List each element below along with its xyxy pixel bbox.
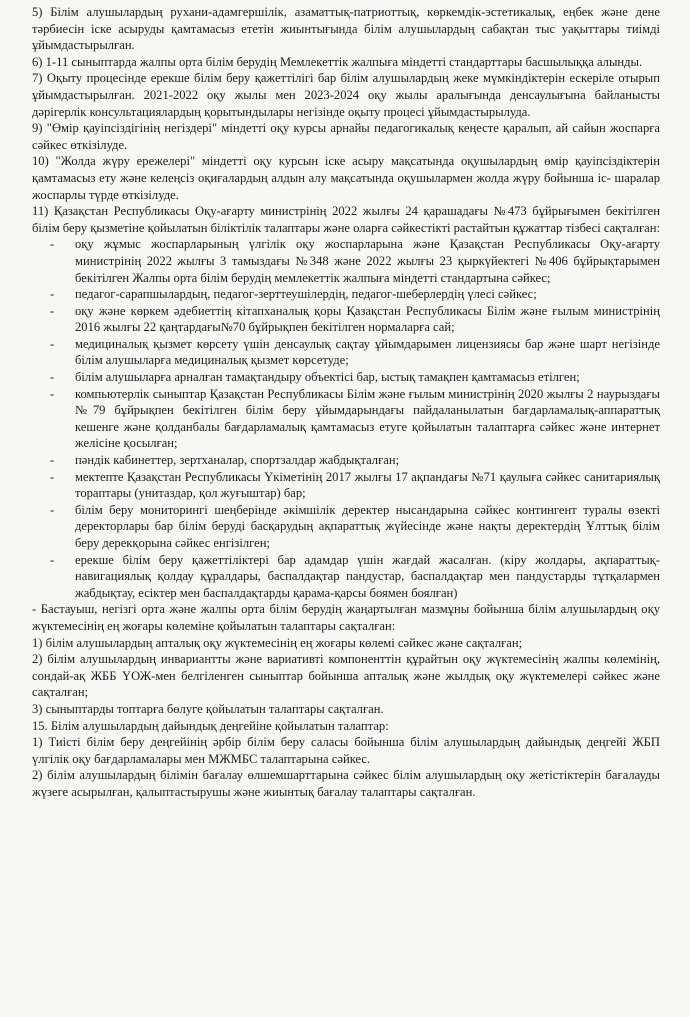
paragraph-15-1: 1) Тиісті білім беру деңгейінің әрбір білім беру саласы бойынша білім алушылардың дайындық деңгейі ЖБП үлгілік оқу бағдарламалары мен МЖМБС талаптарына сәйкес. xyxy=(32,735,660,766)
paragraph-workload-1: 1) білім алушылардың апталық оқу жүктемесінің ең жоғары көлемі сәйкес және сақталған; xyxy=(32,635,523,650)
paragraph-11: 11) Қазақстан Республикасы Оқу-ағарту министрінің 2022 жылғы 24 қарашадағы №473 бұйрығымен бекітілген білім беру қызметіне қойылатын біліктілік талаптары және оларға сәйкестікті растайтын құжаттар тізбесі сақталған: xyxy=(32,204,660,235)
paragraph-workload-3: 3) сыныптарды топтарға бөлуге қойылатын талаптары сақталған. xyxy=(32,701,384,716)
paragraph-10: 10) "Жолда жүру ережелері" міндетті оқу курсын іске асыру мақсатында оқушылардың өмір қауіпсіздіктерін қамтамасыз ету және келеңсіз оқиғалардың алдын алу мақсатында оқушылармен жолда жүру бойынша іс- шаралар жоспарлы түрде өткізілуде. xyxy=(32,154,660,202)
paragraph-15: 15. Білім алушылардың дайындық деңгейіне қойылатын талаптар: xyxy=(32,718,389,733)
list-item: - оқу және көркем әдебиеттің кітапханалық қоры Қазақстан Республикасы Білім және ғылым министрінің 2016 жылғы 22 қаңтардағы№70 бұйрықпен бекітілген нормаларға сай; xyxy=(32,303,660,336)
list-item: - медициналық қызмет көрсету үшін денсаулық сақтау ұйымдарымен лицензиясы бар және шарт негізінде білім алушыларға медициналық қызмет көрсетуде; xyxy=(32,336,660,369)
list-item: - педагог-сарапшылардың, педагог-зерттеушілердің, педагог-шеберлердің үлесі сәйкес; xyxy=(32,286,660,303)
paragraph-7: 7) Оқыту процесінде ерекше білім беру қажеттілігі бар білім алушылардың жеке мүмкіндіктерін ескеріле отырып ұйымдастырылған. 2021-2022 оқу жылы мен 2023-2024 оқу жылы аралығында денсаулығына байланысты дәрігерлік консультациялардың қорытындылары негізінде оқыту процесі ұйымдастырылуда. xyxy=(32,71,660,119)
paragraph-9: 9) "Өмір қауіпсіздігінің негіздері" міндетті оқу курсы арнайы педагогикалық кеңесте қаралып, ай сайын жоспарға сәйкес өткізілуде. xyxy=(32,121,660,152)
paragraph-workload: - Бастауыш, негізгі орта және жалпы орта білім берудің жаңартылған мазмұны бойынша білім алушылардың оқу жүктемесінің ең жоғары көлеміне қойылатын талаптары сақталған: xyxy=(32,602,660,633)
paragraph-5: 5) Білім алушылардың рухани-адамгершілік, азаматтық-патриоттық, көркемдік-эстетикалық, еңбек және дене тәрбиесін іске асыруды қамтамасыз ететін жиынтығында білім алушылардың сабақтан тыс уақыттары тиімді ұйымдастырылған. xyxy=(32,5,660,53)
paragraph-15-2: 2) білім алушылардың білімін бағалау өлшемшарттарына сәйкес білім алушылардың оқу жетістіктерін бағалауды жүзеге асырылған, қалыптастырушы және жиынтық бағалау талаптары сақталған. xyxy=(32,768,660,799)
list-item: - білім беру мониторингі шеңберінде әкімшілік деректер нысандарына сәйкес контингент туралы өзекті деректорлары бар білім беруді басқарудың ақпараттық жүйесінде және нақты деректердің Ұлттық білім беру дерекқорына сәйкес енгізілген; xyxy=(32,502,660,552)
paragraph-workload-2: 2) білім алушылардың инвариантты және вариативті компоненттін құрайтын оқу жүктемесінің жалпы көлемінің, сондай-ақ ЖББ ҮОЖ-мен белгіленген сыныптар бойынша апталық және жылдық оқу жүктемелері сәйкес және сақталған; xyxy=(32,652,660,700)
list-item: - білім алушыларға арналған тамақтандыру объектісі бар, ыстық тамақпен қамтамасыз етілген; xyxy=(32,369,660,386)
list-item: - мектепте Қазақстан Республикасы Үкіметінің 2017 жылғы 17 ақпандағы №71 қаулыға сәйкес санитариялық торaптары (унитаздар, қол жуғыштар) бар; xyxy=(32,469,660,502)
list-item: - оқу жұмыс жоспарларының үлгілік оқу жоспарларына және Қазақстан Республикасы Оқу-ағарту министрінің 2022 жылғы 3 тамыздағы №348 және 2022 жылғы 23 қыркүйектегі №406 бұйрықтарымен бекітілген Жалпы орта білім берудің мемлекеттік жалпыға міндетті стандартына сәйкес; xyxy=(32,236,660,286)
paragraph-6: 6) 1-11 сыныптарда жалпы орта білім берудің Мемлекеттік жалпыға міндетті стандарттары басшылыққа алынды. xyxy=(32,54,643,69)
list-item: - ерекше білім беру қажеттіліктері бар адамдар үшін жағдай жасалған. (кіру жолдары, ақпараттық-навигациялық қолдау құралдары, баспалдақтар пандустар, баспалдақтар мен пандустарды тұтқалармен жабдықтау, есіктер мен баспалдақтарды қарама-қарсы боямен боялған) xyxy=(32,552,660,602)
requirements-list xyxy=(32,236,660,601)
list-item: - пәндік кабинеттер, зертханалар, спортзалдар жабдықталған; xyxy=(32,452,660,469)
list-item: - компьютерлік сыныптар Қазақстан Республикасы Білім және ғылым министрінің 2020 жылғы 2 наурыздағы №79 бұйрықпен бекітілген білім беру ұйымдарындағы пайдаланылатын бағдарламалық-аппараттық кешенге және қолданбалы бағдарламалық қамтамасыз етуге қойылатын талаптарға сәйкес және интернет желісіне қосылған; xyxy=(32,386,660,452)
